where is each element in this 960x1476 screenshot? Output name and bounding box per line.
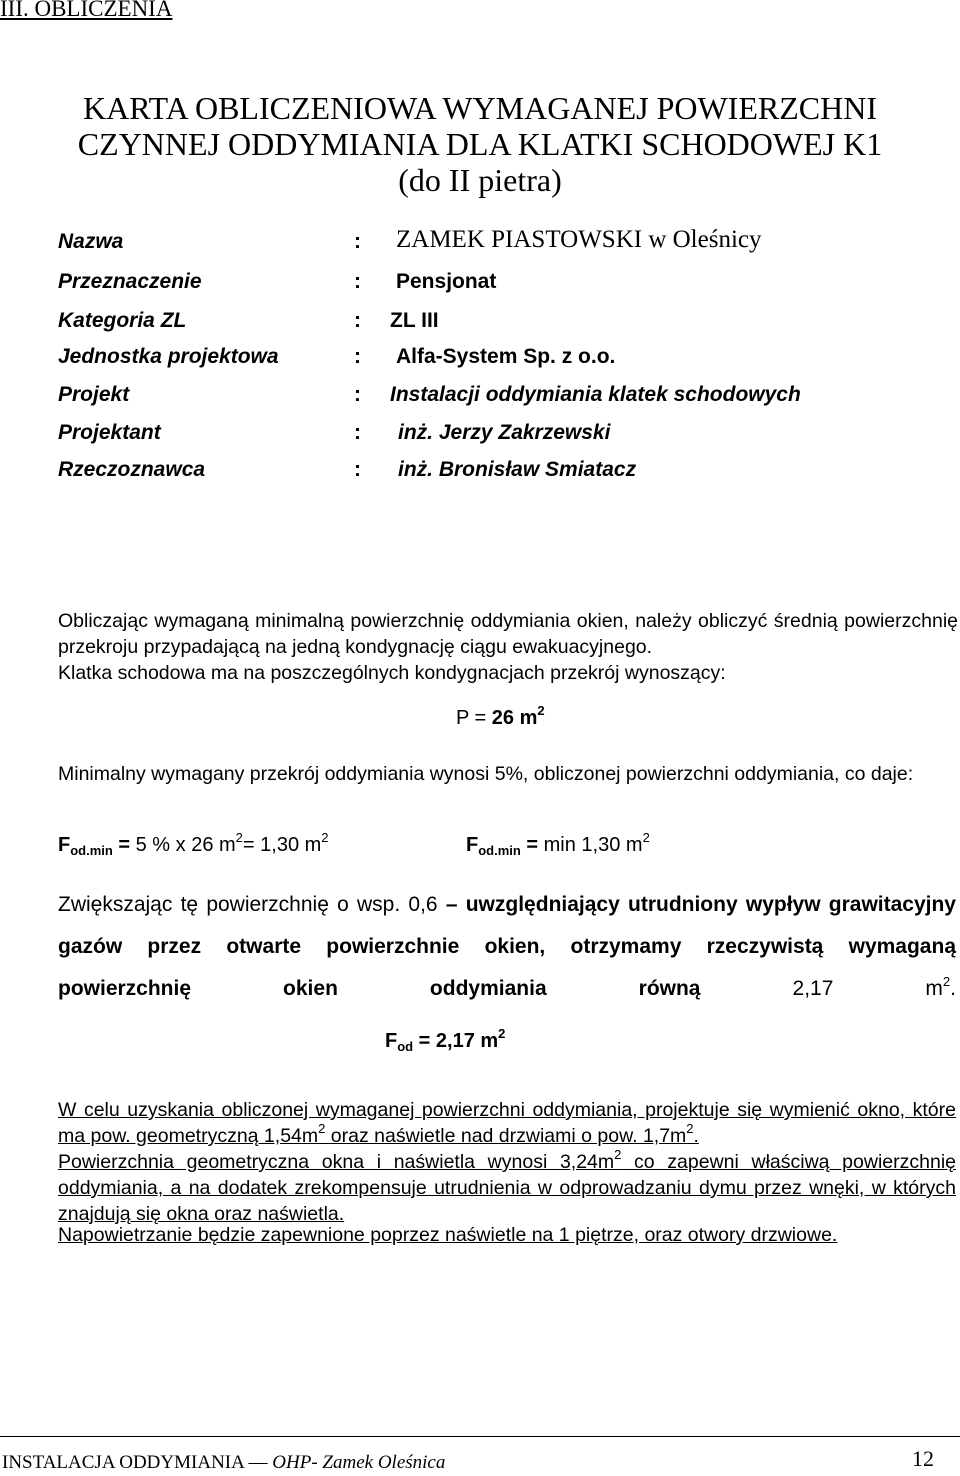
info-label: Nazwa [58, 230, 124, 253]
conclusion-exp: 2 [614, 1147, 622, 1162]
formula-min-exp: 2 [642, 830, 650, 845]
fod-exp: 2 [498, 1026, 506, 1041]
conclusion-exp: 2 [318, 1121, 326, 1136]
increase-end: . [950, 977, 956, 1000]
area-prefix: P = [456, 707, 492, 729]
fod-value: = 2,17 m [413, 1030, 499, 1052]
info-value: Alfa-System Sp. z o.o. [396, 345, 616, 368]
conclusion-paragraph-3: Napowietrzanie będzie zapewnione poprzez naświetle na 1 piętrze, oraz otwory drzwiowe. [58, 1224, 838, 1246]
fod-formula [385, 1026, 506, 1054]
title-line-3: (do II pietra) [398, 162, 562, 198]
footer-title [2, 1452, 445, 1474]
info-colon: : [354, 309, 361, 332]
info-value: Pensjonat [396, 270, 497, 293]
info-value: inż. Jerzy Zakrzewski [398, 421, 611, 444]
info-value: ZL III [390, 309, 439, 332]
info-colon: : [354, 421, 361, 444]
increase-bold-text: uwzględniający utrudniony wypływ grawitacyjny gazów przez otwarte powierzchnie okien, otrzymamy rzeczywistą wymaganą powierzchnię okien oddymiania równą [58, 893, 956, 1000]
conclusion-text: Powierzchnia geometryczna okna i naświetla wynosi 3,24m [58, 1151, 615, 1173]
info-label: Projektant [58, 421, 161, 444]
formula-exp: 2 [235, 830, 243, 845]
info-colon: : [354, 383, 361, 406]
formula-result: = 1,30 m [242, 834, 322, 856]
info-label: Jednostka projektowa [58, 345, 279, 368]
info-label: Projekt [58, 383, 130, 406]
increase-dash: – [437, 893, 466, 916]
conclusion-paragraph-2 [58, 1149, 956, 1227]
formula-equals: = [520, 834, 544, 856]
formula-subscript: od.min [70, 843, 113, 858]
footer-title-main: INSTALACJA ODDYMIANIA — [2, 1452, 273, 1473]
conclusion-text: W celu uzyskania obliczonej wymaganej powierzchni oddymiania, projektuje się wymienić okno, które ma pow. geometryczną 1,54m [58, 1099, 956, 1147]
page-number: 12 [912, 1446, 934, 1471]
formula-min-calc [58, 830, 329, 858]
conclusion-end: . [693, 1125, 699, 1147]
formula-subscript: od.min [478, 843, 521, 858]
conclusion-paragraph-1 [58, 1097, 956, 1149]
intro-paragraph: Obliczając wymaganą minimalną powierzchnię oddymiania okien, należy obliczyć średnią powierzchnię przekroju przypadającą na jedną kondygnację ciągu ewakuacyjnego. [58, 610, 958, 658]
formula-min-value: min 1,30 m [543, 834, 643, 856]
info-label: Kategoria ZL [58, 309, 187, 332]
area-formula [456, 703, 545, 730]
title-line-1: KARTA OBLICZENIOWA WYMAGANEJ POWIERZCHNI [83, 90, 877, 126]
info-colon: : [354, 345, 361, 368]
info-colon: : [354, 458, 361, 481]
increase-coefficient: 0,6 [408, 893, 438, 916]
info-colon: : [354, 270, 361, 293]
area-exponent: 2 [537, 703, 545, 718]
formula-f: F [58, 834, 71, 856]
area-value: 26 m [491, 707, 538, 729]
formula-min-result [466, 830, 650, 858]
fod-subscript: od [397, 1039, 414, 1054]
info-value: ZAMEK PIASTOWSKI w Oleśnicy [396, 226, 762, 253]
formula-result-exp: 2 [321, 830, 329, 845]
formula-f: F [466, 834, 479, 856]
footer-rule [0, 1436, 960, 1437]
title-line-2: CZYNNEJ ODDYMIANIA DLA KLATKI SCHODOWEJ K1 [77, 126, 883, 162]
conclusion-text-b: oraz naświetle nad drzwiami o pow. 1,7m [325, 1125, 687, 1147]
formula-calc: 5 % x 26 m [135, 834, 236, 856]
info-value: Instalacji oddymiania klatek schodowych [390, 383, 801, 406]
conclusion-text-b: co zapewni właściwą powierzchnię oddymiania, a na dodatek zrekompensuje utrudnienia w odprowadzaniu dymu przez wnęki, w których znajdują się okna oraz naświetla. [58, 1151, 956, 1225]
info-label: Przeznaczenie [58, 270, 202, 293]
increase-exp: 2 [942, 974, 951, 989]
fod-f: F [385, 1030, 398, 1052]
footer-title-italic: OHP- Zamek Oleśnica [272, 1452, 446, 1473]
increase-value: 2,17 m [700, 977, 943, 1000]
increase-text: Zwiększając tę powierzchnię o wsp. [58, 893, 409, 916]
intro-section-text: Klatka schodowa ma na poszczególnych kondygnacjach przekrój wynoszący: [58, 662, 726, 684]
section-heading: III. OBLICZENIA [0, 0, 173, 21]
info-colon: : [354, 230, 361, 253]
increase-paragraph [58, 884, 956, 1010]
info-label: Rzeczoznawca [58, 458, 206, 481]
minimum-paragraph: Minimalny wymagany przekrój oddymiania wynosi 5%, obliczonej powierzchni oddymiania, co daje: [58, 763, 914, 785]
conclusion-exp-b: 2 [686, 1121, 694, 1136]
info-value: inż. Bronisław Smiatacz [398, 458, 637, 481]
formula-equals: = [112, 834, 136, 856]
